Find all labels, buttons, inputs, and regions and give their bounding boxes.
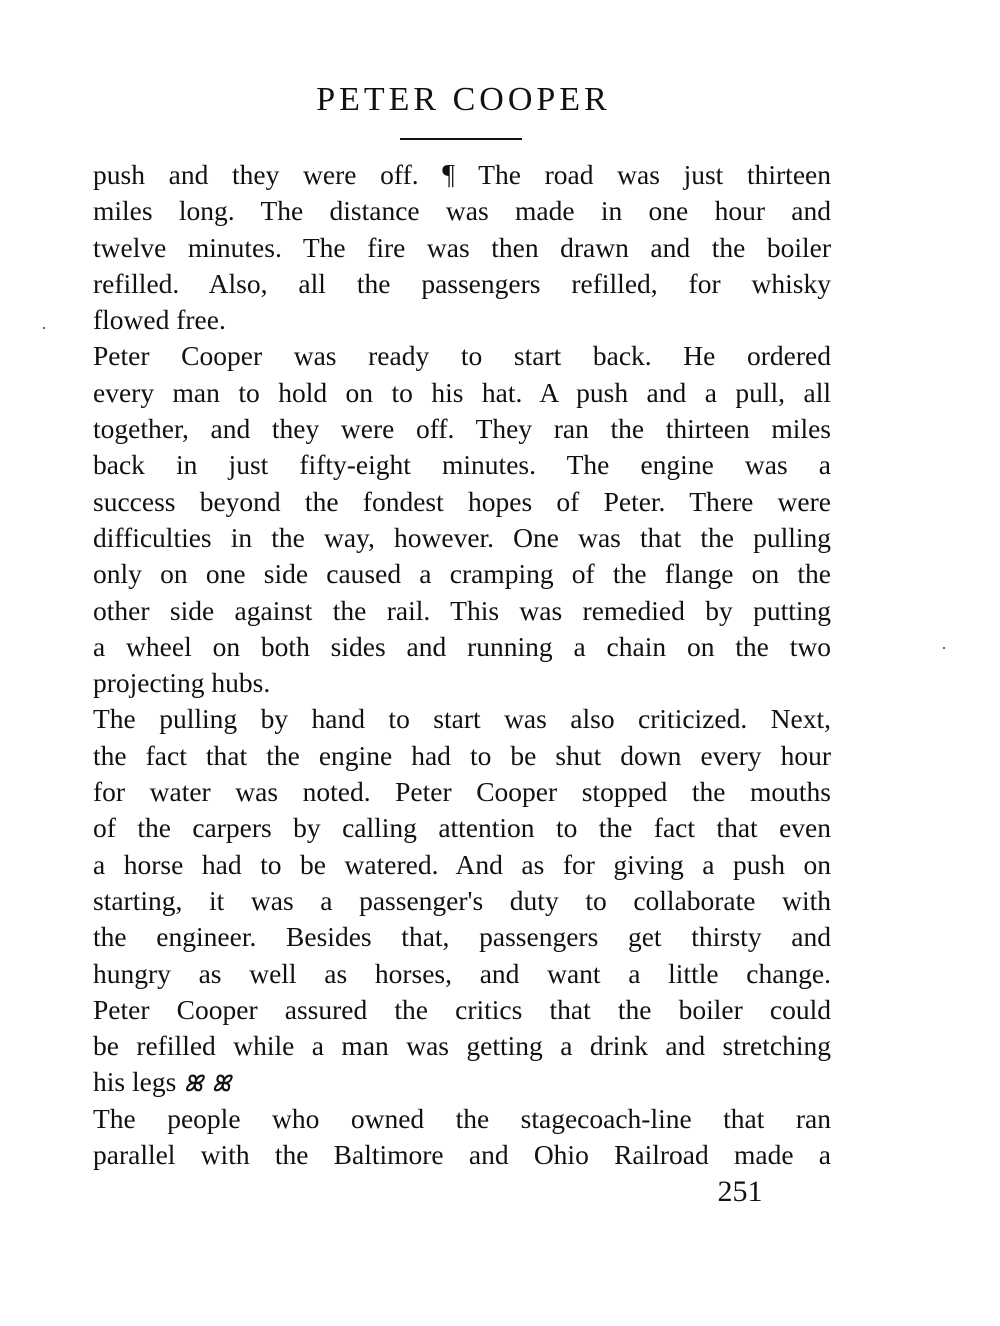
text-segment: The people who owned the stagecoach-line that ran [93,1102,831,1134]
text-segment: parallel with the Baltimore and Ohio Railroad made a [93,1139,831,1171]
body-text [93,157,831,1173]
text-segment: Peter Cooper assured the critics that the boiler could [93,993,831,1025]
text-segment: a horse had to be watered. And as for giving a push on [93,848,831,880]
text-line [93,484,831,520]
text-line [93,593,831,629]
text-line [93,193,831,229]
text-line [93,992,831,1028]
text-segment: miles long. The distance was made in one hour and [93,195,831,227]
text-segment: projecting hubs. [93,667,271,699]
text-segment: Peter Cooper was ready to start back. He ordered [93,340,831,372]
text-line [93,157,831,193]
text-segment: for water was noted. Peter Cooper stopped the mouths [93,776,831,808]
paper-speck [43,327,45,329]
text-line [93,629,831,665]
text-segment: only on one side caused a cramping of the flange on the [93,558,831,590]
text-line [93,665,831,701]
text-segment: together, and they were off. They ran the thirteen miles [93,413,831,445]
text-segment: other side against the rail. This was remedied by putting [93,594,831,626]
header-rule [400,138,522,140]
page-number: 251 [717,1175,763,1208]
text-line [93,701,831,737]
text-line [93,338,831,374]
paper-speck [943,647,945,649]
text-segment: every man to hold on to his hat. A push and a pull, all [93,376,831,408]
text-line [93,1028,831,1064]
text-line [93,411,831,447]
text-segment: flowed free. [93,304,226,336]
text-segment: back in just fifty-eight minutes. The engine was a [93,449,831,481]
text-line [93,1137,831,1173]
text-line [93,883,831,919]
text-segment: be refilled while a man was getting a drink and stretching [93,1030,831,1062]
text-line [93,956,831,992]
text-segment: starting, it was a passenger's duty to collaborate with [93,884,831,916]
running-title: PETER COOPER [316,81,611,118]
pilcrow-mark: ¶ [442,160,455,191]
text-segment: hungry as well as horses, and want a little change. [93,957,831,989]
text-line [93,375,831,411]
text-segment: The pulling by hand to start was also criticized. Next, [93,703,831,735]
text-line [93,774,831,810]
text-segment: push and they were off. [93,159,443,190]
text-segment: The road was just thirteen [454,159,831,190]
text-segment: his legs [93,1066,177,1098]
text-line [93,1101,831,1137]
text-segment: refilled. Also, all the passengers refilled, for whisky [93,267,831,299]
text-line [93,847,831,883]
text-segment: a wheel on both sides and running a chain on the two [93,630,831,662]
text-line [93,447,831,483]
text-line [93,266,831,302]
text-line [93,919,831,955]
leaf-ornament-icon: ꕤ ꕤ [184,1071,233,1097]
text-line [93,810,831,846]
text-segment: twelve minutes. The fire was then drawn and the boiler [93,231,831,263]
text-line [93,556,831,592]
text-line [93,302,831,338]
text-segment: the fact that the engine had to be shut down every hour [93,739,831,771]
text-line [93,230,831,266]
text-line [93,520,831,556]
text-segment: the engineer. Besides that, passengers get thirsty and [93,921,831,953]
text-segment: of the carpers by calling attention to the fact that even [93,812,831,844]
text-segment: difficulties in the way, however. One was that the pulling [93,521,831,553]
text-line [93,738,831,774]
text-line [93,1064,831,1100]
text-segment: success beyond the fondest hopes of Peter. There were [93,485,831,517]
